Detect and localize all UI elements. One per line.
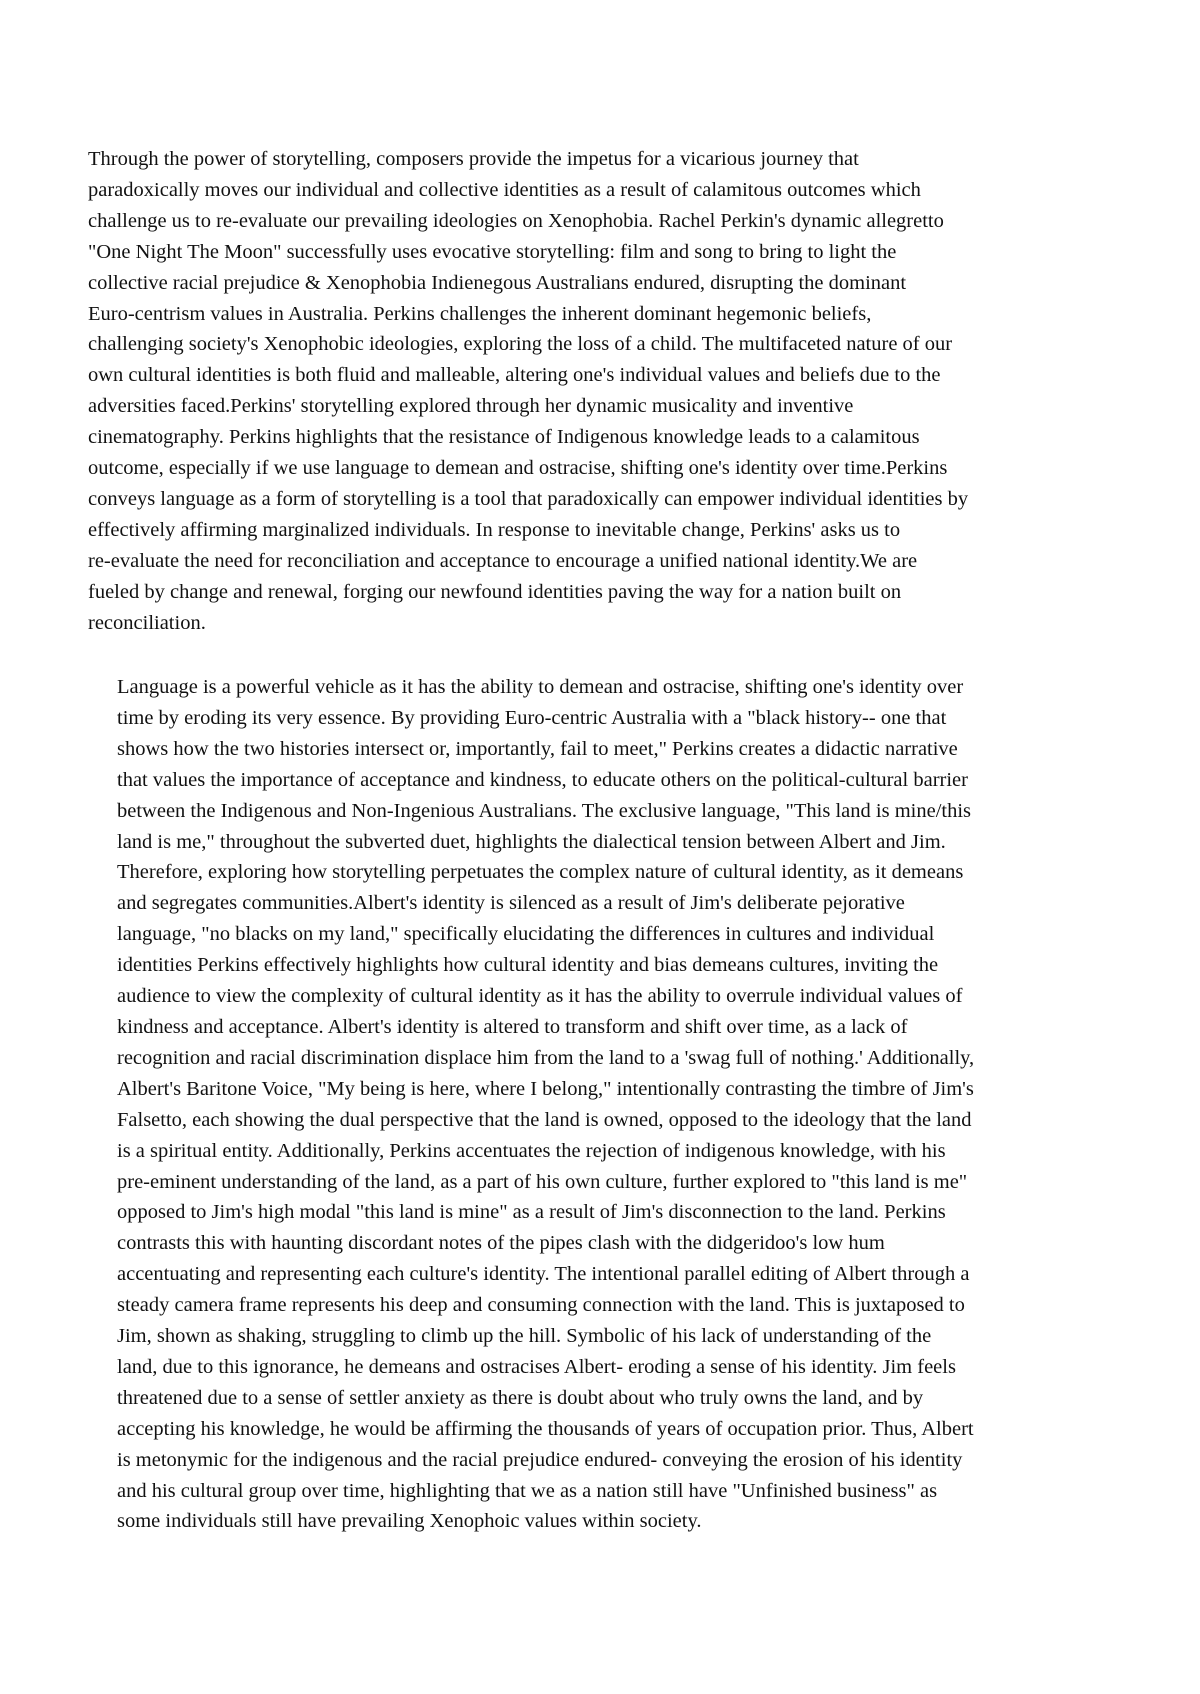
text-line: pre-eminent understanding of the land, as a part of his own culture, further explored to "this land is me" — [117, 1170, 968, 1193]
text-line: threatened due to a sense of settler anxiety as there is doubt about who truly owns the land, and by — [117, 1386, 924, 1409]
paragraph-introduction — [88, 144, 1128, 639]
text-line: challenging society's Xenophobic ideologies, exploring the loss of a child. The multifaceted nature of our — [88, 333, 953, 356]
text-line: challenge us to re-evaluate our prevailing ideologies on Xenophobia. Rachel Perkin's dynamic allegretto — [88, 209, 944, 232]
text-line: language, "no blacks on my land," specifically elucidating the differences in cultures and individual — [117, 923, 935, 946]
text-line: that values the importance of acceptance and kindness, to educate others on the political-cultural barrier — [117, 768, 968, 791]
text-line: Through the power of storytelling, composers provide the impetus for a vicarious journey that — [88, 148, 859, 170]
text-line: Falsetto, each showing the dual perspective that the land is owned, opposed to the ideology that the land — [117, 1108, 972, 1131]
text-line: and his cultural group over time, highlighting that we as a nation still have "Unfinished business" as — [117, 1479, 938, 1502]
text-line: Euro-centrism values in Australia. Perkins challenges the inherent dominant hegemonic beliefs, — [88, 302, 872, 325]
text-line: re-evaluate the need for reconciliation and acceptance to encourage a unified national identity.We are — [88, 549, 918, 572]
text-line: effectively affirming marginalized individuals. In response to inevitable change, Perkins' asks us to — [88, 518, 901, 541]
text-line: audience to view the complexity of cultural identity as it has the ability to overrule individual values of — [117, 985, 963, 1008]
text-line: "One Night The Moon" successfully uses evocative storytelling: film and song to bring to light the — [88, 240, 897, 263]
text-line: cinematography. Perkins highlights that the resistance of Indigenous knowledge leads to a calamitous — [88, 426, 920, 449]
text-line: paradoxically moves our individual and collective identities as a result of calamitous outcomes which — [88, 178, 921, 201]
text-line: kindness and acceptance. Albert's identity is altered to transform and shift over time, as a lack of — [117, 1015, 908, 1038]
text-line: is a spiritual entity. Additionally, Perkins accentuates the rejection of indigenous knowledge, with his — [117, 1139, 946, 1162]
text-line: collective racial prejudice & Xenophobia Indienegous Australians endured, disrupting the dominant — [88, 271, 907, 294]
text-line: own cultural identities is both fluid and malleable, altering one's individual values and beliefs due to the — [88, 364, 941, 387]
text-line: land is me," throughout the subverted duet, highlights the dialectical tension between Albert and Jim. — [117, 830, 946, 853]
text-line: between the Indigenous and Non-Ingenious Australians. The exclusive language, "This land is mine/this — [117, 799, 972, 822]
text-line: Therefore, exploring how storytelling perpetuates the complex nature of cultural identity, as it demeans — [117, 861, 964, 884]
paragraph-body — [117, 672, 1127, 1537]
text-line: Jim, shown as shaking, struggling to climb up the hill. Symbolic of his lack of understanding of the — [117, 1325, 932, 1348]
text-line: identities Perkins effectively highlights how cultural identity and bias demeans cultures, inviting the — [117, 954, 939, 977]
text-line: reconciliation. — [88, 611, 206, 634]
text-line: Language is a powerful vehicle as it has the ability to demean and ostracise, shifting one's identity over — [117, 676, 964, 698]
text-line: contrasts this with haunting discordant notes of the pipes clash with the didgeridoo's low hum — [117, 1232, 885, 1255]
text-line: Albert's Baritone Voice, "My being is here, where I belong," intentionally contrasting the timbre of Jim's — [117, 1077, 974, 1100]
text-line: is metonymic for the indigenous and the racial prejudice endured- conveying the erosion of his identity — [117, 1448, 963, 1471]
text-line: shows how the two histories intersect or, importantly, fail to meet," Perkins creates a didactic narrative — [117, 737, 958, 760]
text-line: time by eroding its very essence. By providing Euro-centric Australia with a "black history-- one that — [117, 706, 947, 729]
text-line: recognition and racial discrimination displace him from the land to a 'swag full of nothing.' Additionally, — [117, 1046, 975, 1069]
text-line: steady camera frame represents his deep and consuming connection with the land. This is juxtaposed to — [117, 1294, 965, 1317]
text-line: outcome, especially if we use language to demean and ostracise, shifting one's identity over time.Perkins — [88, 457, 948, 480]
text-line: conveys language as a form of storytelling is a tool that paradoxically can empower individual identities by — [88, 487, 969, 510]
text-line: land, due to this ignorance, he demeans and ostracises Albert- eroding a sense of his identity. Jim feels — [117, 1355, 956, 1378]
text-line: and segregates communities.Albert's identity is silenced as a result of Jim's deliberate pejorative — [117, 892, 905, 915]
text-line: adversities faced.Perkins' storytelling explored through her dynamic musicality and inventive — [88, 395, 854, 418]
text-line: opposed to Jim's high modal "this land is mine" as a result of Jim's disconnection to the land. Perkins — [117, 1201, 946, 1224]
text-line: accepting his knowledge, he would be affirming the thousands of years of occupation prior. Thus, Albert — [117, 1417, 974, 1440]
text-line: fueled by change and renewal, forging our newfound identities paving the way for a nation built on — [88, 580, 902, 603]
text-line: some individuals still have prevailing Xenophoic values within society. — [117, 1510, 702, 1533]
text-line: accentuating and representing each culture's identity. The intentional parallel editing of Albert through a — [117, 1263, 970, 1286]
